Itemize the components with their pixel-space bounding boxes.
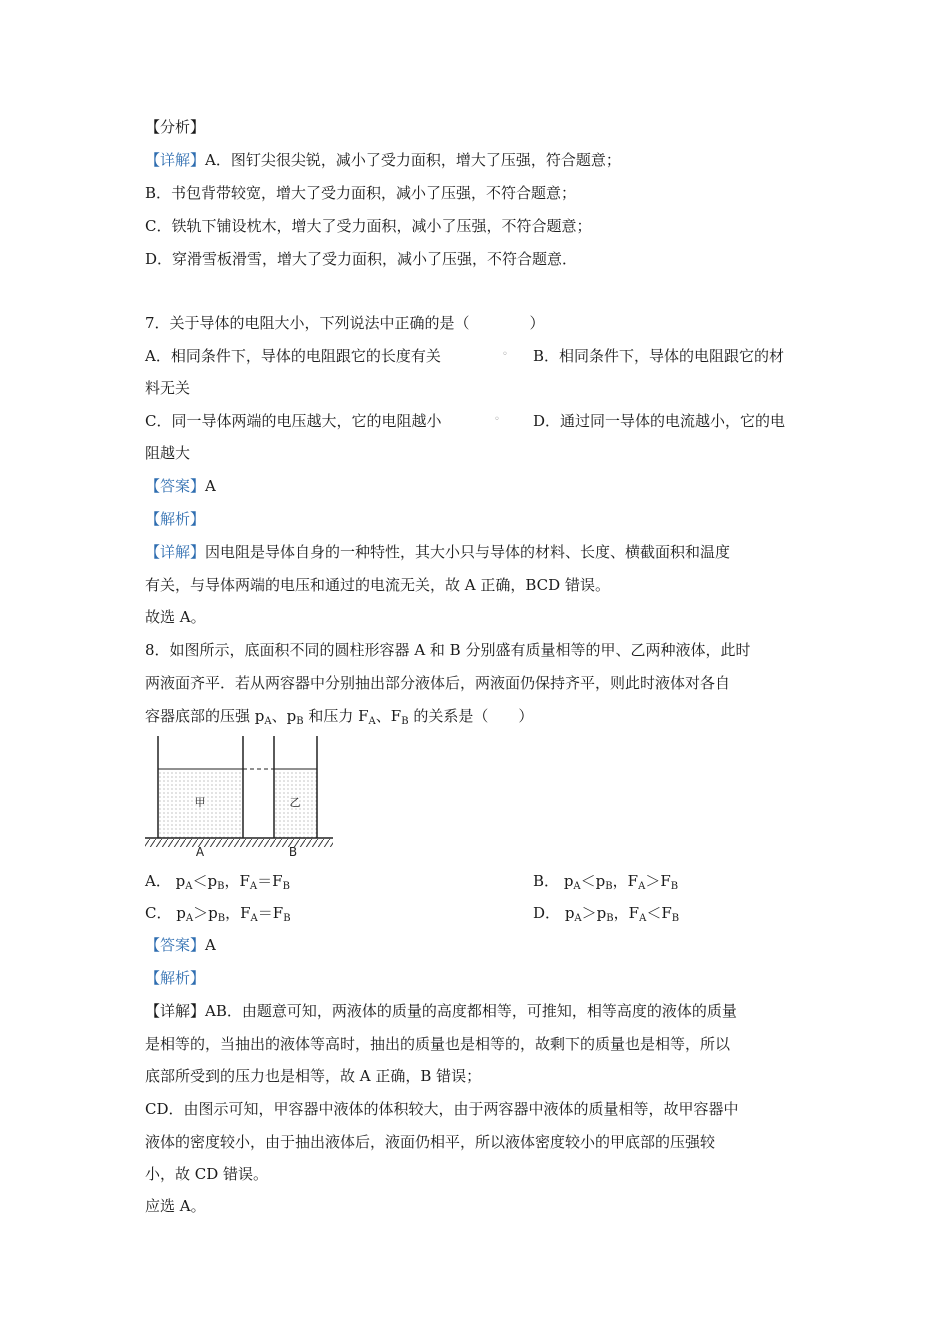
- q6-analysis-heading: 【分析】: [145, 118, 206, 136]
- q6-detail-a: 【详解】A．图钉尖很尖锐，减小了受力面积，增大了压强，符合题意；: [145, 151, 621, 169]
- q7-stem: 7．关于导体的电阻大小，下列说法中正确的是（ ）: [145, 314, 545, 332]
- q8-option-d: D． $p_A>p_B$，$F_A<F_B$: [533, 904, 680, 924]
- q7-detail-line-2: 有关，与导体两端的电压和通过的电流无关，故 A 正确，BCD 错误。: [145, 576, 610, 594]
- q7-answer: 【答案】A: [145, 477, 216, 495]
- liquid-a-label: 甲: [194, 796, 206, 809]
- containers-figure: [143, 732, 339, 858]
- q8-detail-line-6: 小，故 CD 错误。: [145, 1165, 269, 1183]
- option-separator-dot: ◦: [502, 349, 508, 360]
- option-separator-dot: ◦: [494, 414, 500, 425]
- ground-hatch: [145, 839, 333, 847]
- q8-option-c: C． $p_A>p_B$，$F_A=F_B$: [145, 904, 291, 924]
- q7-option-b-cont: 料无关: [145, 379, 191, 397]
- q7-option-a: A．相同条件下，导体的电阻跟它的长度有关: [145, 347, 441, 365]
- q7-option-d: D．通过同一导体的电流越小，它的电: [533, 412, 786, 430]
- q8-detail-line-4: CD．由图示可知，甲容器中液体的体积较大，由于两容器中液体的质量相等，故甲容器中: [145, 1100, 739, 1118]
- q7-option-b: B．相同条件下，导体的电阻跟它的材: [533, 347, 785, 365]
- container-a-label: A: [195, 845, 205, 858]
- q8-option-a: A． $p_A<p_B$，$F_A=F_B$: [145, 872, 290, 892]
- q8-option-b: B． $p_A<p_B$，$F_A>F_B$: [533, 872, 679, 892]
- q6-detail-b: B．书包背带较宽，增大了受力面积，减小了压强，不符合题意；: [145, 184, 577, 202]
- q8-stem-line-1: 8．如图所示，底面积不同的圆柱形容器 A 和 B 分别盛有质量相等的甲、乙两种液体，此时: [145, 641, 751, 659]
- q6-detail-c: C．铁轨下铺设枕木，增大了受力面积，减小了压强，不符合题意；: [145, 217, 592, 235]
- q7-option-c: C．同一导体两端的电压越大，它的电阻越小: [145, 412, 442, 430]
- q7-analysis-heading: 【解析】: [145, 510, 206, 528]
- q8-detail-line-2: 是相等的，当抽出的液体等高时，抽出的质量也是相等的，故剩下的质量也是相等，所以: [145, 1035, 731, 1053]
- q8-detail-line-5: 液体的密度较小，由于抽出液体后，液面仍相平，所以液体密度较小的甲底部的压强较: [145, 1133, 716, 1151]
- q8-analysis-heading: 【解析】: [145, 969, 206, 987]
- q8-detail-line-1: 【详解】AB．由题意可知，两液体的质量的高度都相等，可推知，相等高度的液体的质量: [145, 1002, 737, 1020]
- q7-detail-line-1: 【详解】 因电阻是导体自身的一种特性，其大小只与导体的材料、长度、横截面积和温度: [145, 543, 731, 561]
- q8-answer: 【答案】A: [145, 936, 216, 954]
- q6-detail-d: D．穿滑雪板滑雪，增大了受力面积，减小了压强，不符合题意．: [145, 250, 578, 268]
- q7-conclusion: 故选 A。: [145, 608, 206, 626]
- q8-detail-line-3: 底部所受到的压力也是相等，故 A 正确，B 错误；: [145, 1067, 482, 1085]
- q8-stem-line-3: 容器底部的压强 $p_A$、$p_B$ 和压力 $F_A$、$F_B$ 的关系是（ ）: [145, 707, 534, 727]
- q8-stem-line-2: 两液面齐平．若从两容器中分别抽出部分液体后，两液面仍保持齐平，则此时液体对各自: [145, 674, 731, 692]
- liquid-b-label: 乙: [289, 796, 301, 809]
- container-b-label: B: [288, 845, 298, 858]
- q7-option-d-cont: 阻越大: [145, 444, 191, 462]
- q8-conclusion: 应选 A。: [145, 1197, 206, 1215]
